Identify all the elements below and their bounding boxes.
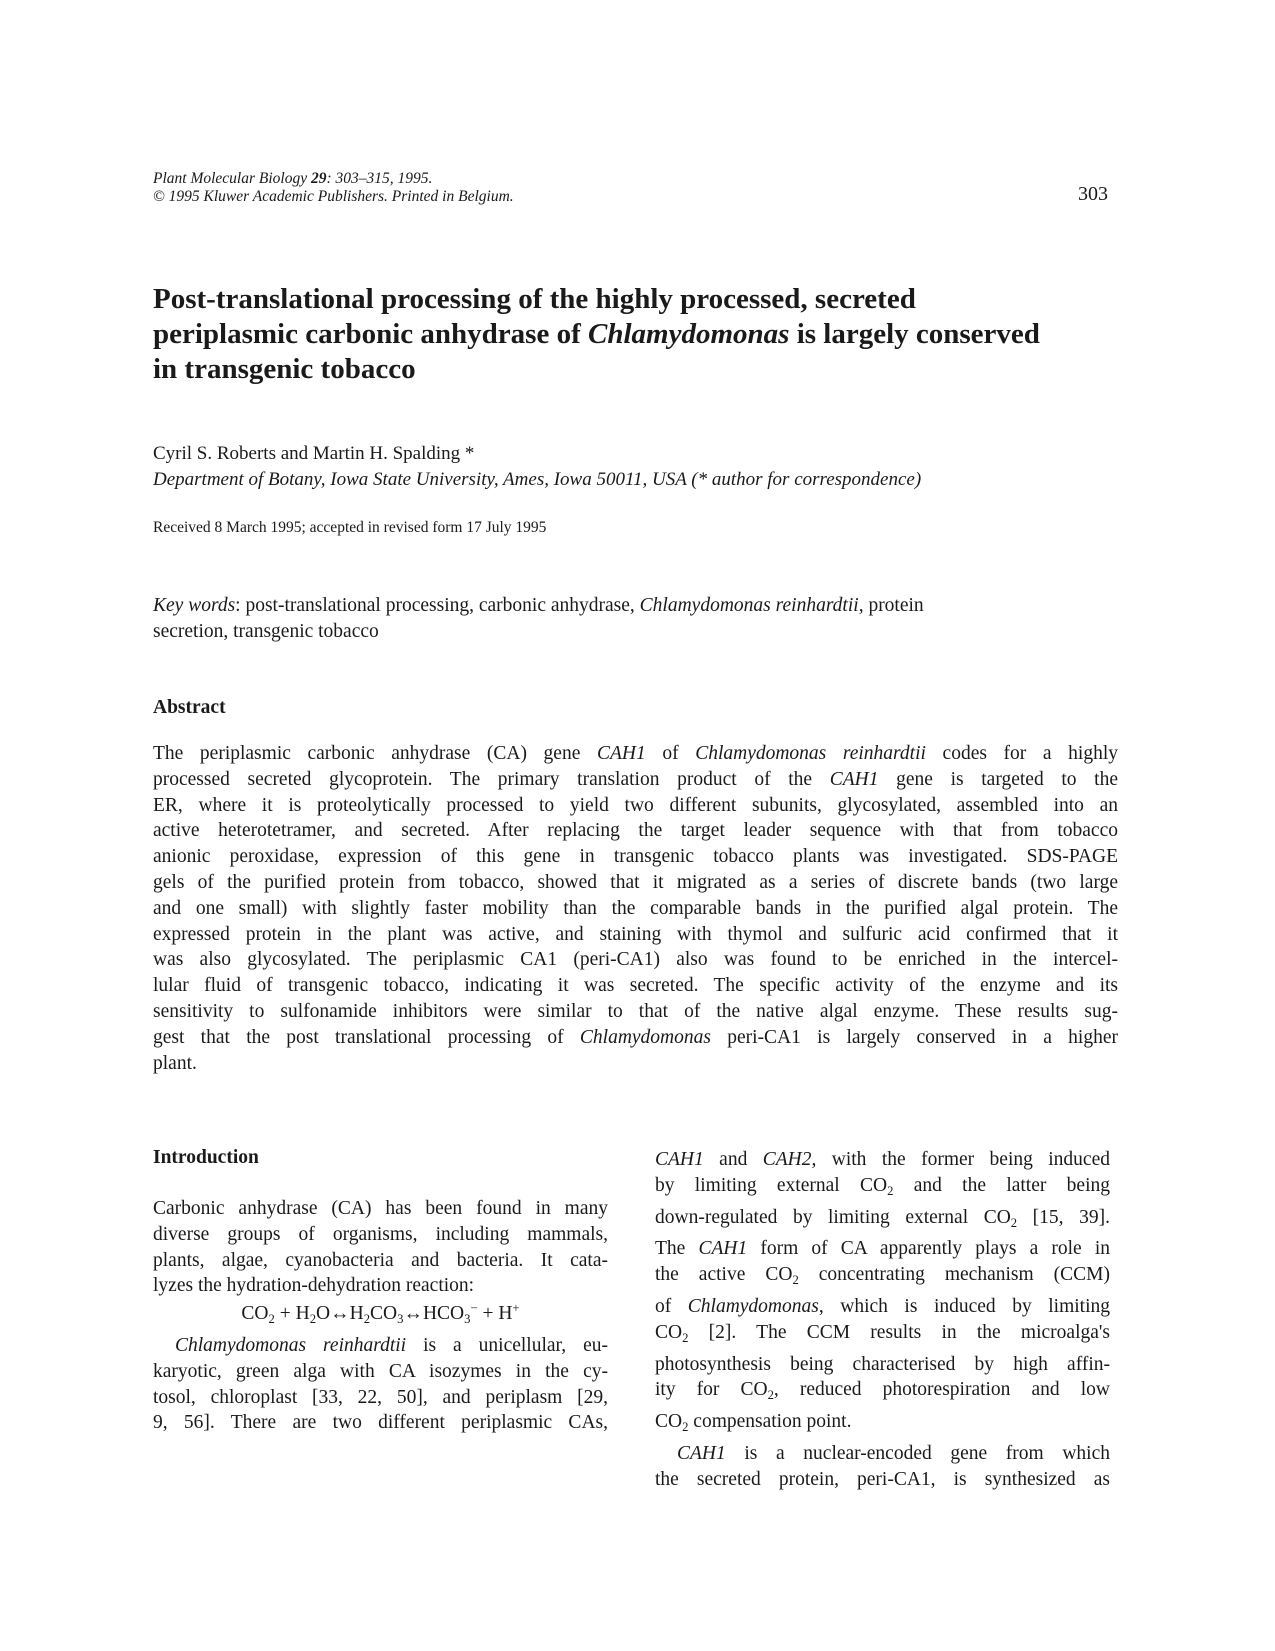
- introduction-heading: Introduction: [153, 1147, 259, 1168]
- authors: Cyril S. Roberts and Martin H. Spalding *: [153, 443, 475, 464]
- page-number: 303: [1078, 183, 1108, 205]
- keywords: Key words: post-translational processing, carbonic anhydrase, Chlamydomonas reinhardtii, protein secretion, transgenic tobacco: [153, 595, 924, 642]
- received-dates: Received 8 March 1995; accepted in revised form 17 July 1995: [153, 519, 547, 536]
- intro-right-column: CAH1 and CAH2, with the former being induced by limiting external $CO_2$ and the latter being down-regulated by limiting external $CO_2$ [15, 39]. The CAH1 form of CA apparently plays a role in the active $CO_2$ concentrating mechanism (CCM) of Chlamydomonas, which is induced by limiting $CO_2$ [2]. The CCM results in the microalga's photosynthesis being characterised by high affin- ity for $CO_2$, reduced photorespiration and low $CO_2$ compensation point. CAH1 is a nuclear-encoded gene from which the secreted protein, peri-CA1, is synthesized as: [655, 1149, 1111, 1490]
- abstract-heading: Abstract: [153, 697, 226, 718]
- abstract-body: The periplasmic carbonic anhydrase (CA) gene CAH1 of Chlamydomonas reinhardtii codes for a highly processed secreted glycoprotein. The primary translation product of the CAH1 gene is targeted to the ER, where it is proteolytically processed to yield two different subunits, glycosylated, assembled into an active heterotetramer, and secreted. After replacing the target leader sequence with that from tobacco anionic peroxidase, expression of this gene in transgenic tobacco plants was investigated. SDS-PAGE gels of the purified protein from tobacco, showed that it migrated as a series of discrete bands (two large and one small) with slightly faster mobility than the comparable bands in the purified algal protein. The expressed protein in the plant was active, and staining with thymol and sulfuric acid confirmed that it was also glycosylated. The periplasmic CA1 (peri-CA1) also was found to be enriched in the intercel- lular fluid of transgenic tobacco, indicating it was secreted. The specific activity of the enzyme and its sensitivity to sulfonamide inhibitors were similar to that of the native algal enzyme. These results sug- gest that the post translational processing of Chlamydomonas peri-CA1 is largely conserved in a higher plant.: [153, 743, 1119, 1074]
- journal-citation: [153, 170, 514, 206]
- journal-line-1: Plant Molecular Biology 29: 303–315, 1995.: [153, 170, 433, 187]
- paper-title: Post-translational processing of the highly processed, secreted periplasmic carbonic anhydrase of Chlamydomonas is largely conserved in transgenic tobacco: [153, 283, 1040, 385]
- intro-left-paragraph-1: Carbonic anhydrase (CA) has been found in many diverse groups of organisms, including mammals, plants, algae, cyanobacteria and bacteria. It cata- lyzes the hydration-dehydration reaction:: [153, 1198, 608, 1297]
- intro-left-paragraph-2: Chlamydomonas reinhardtii is a unicellular, eu- karyotic, green alga with CA isozymes in the cy- tosol, chloroplast [33, 22, 50], and periplasm [29, 9, 56]. There are two different periplasmic CAs,: [153, 1335, 608, 1434]
- journal-line-2: © 1995 Kluwer Academic Publishers. Printed in Belgium.: [153, 188, 514, 205]
- reaction-equation: $CO_2$ + $H_2O\leftrightarrow H_2CO_3\leftrightarrow HCO_3^- + H^+$: [241, 1301, 520, 1326]
- affiliation: Department of Botany, Iowa State University, Ames, Iowa 50011, USA (* author for correspondence): [153, 469, 922, 490]
